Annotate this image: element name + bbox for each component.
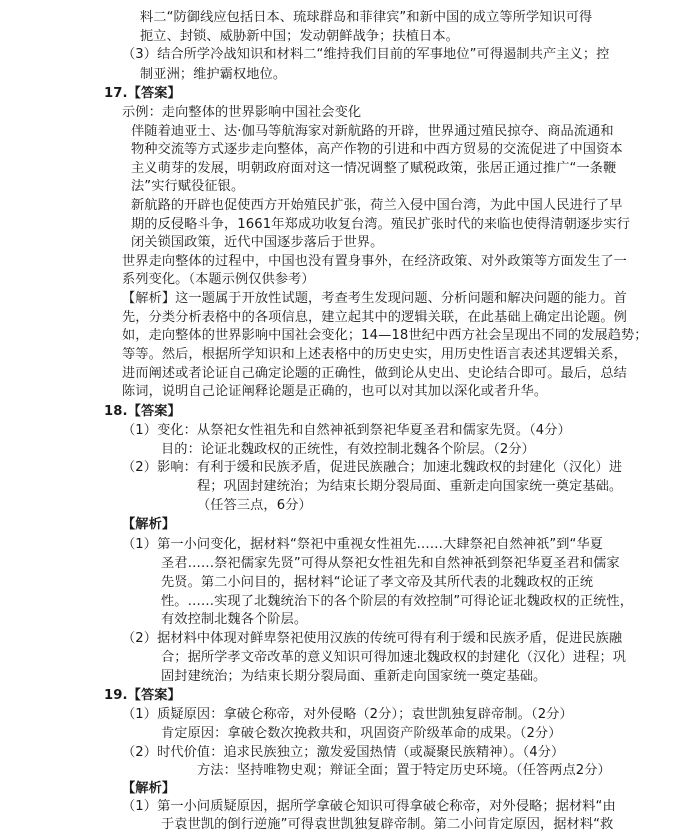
text-line: （3）结合所学冷战知识和材料二“维持我们目前的军事地位”可得遏制共产主义；控 xyxy=(122,47,610,62)
text-line: 性。……实现了北魏统治下的各个阶层的有效控制”可得论证北魏政权的正统性， xyxy=(161,594,633,609)
text-line: （任答三点，6分） xyxy=(197,498,312,513)
text-line: 物种交流等方式逐步走向整体，高产作物的引进和中西方贸易的交流促进了中国资本 xyxy=(131,142,623,157)
text-line: 期的反侵略斗争，1661年郑成功收复台湾。殖民扩张时代的来临也使得清朝逐步实行 xyxy=(131,217,631,232)
analysis-heading: 【解析】 xyxy=(122,517,176,532)
text-line: 伴随着迪亚士、达·伽马等航海家对新航路的开辟，世界通过殖民掠夺、商品流通和 xyxy=(131,124,614,139)
question-17-heading: 17.【答案】 xyxy=(104,86,181,101)
text-line: 肯定原因：拿破仑数次挽救共和，巩固资产阶级革命的成果。（2分） xyxy=(161,726,562,741)
text-line: （2）影响：有利于缓和民族矛盾，促进民族融合；加速北魏政权的封建化（汉化）进 xyxy=(122,460,623,475)
text-line: 方法：坚持唯物史观；辩证全面；置于特定历史环境。（任答两点2分） xyxy=(197,763,611,778)
analysis-heading: 【解析】 xyxy=(122,781,176,796)
text-line: 法”实行赋役征银。 xyxy=(131,179,245,194)
text-line: 有效控制北魏各个阶层。 xyxy=(161,612,308,627)
text-line: 料二“防御线应包括日本、琉球群岛和菲律宾”和新中国的成立等所学知识可得 xyxy=(140,10,593,25)
text-line: 合；据所学孝文帝改革的意义知识可得加速北魏政权的封建化（汉化）进程；巩 xyxy=(161,650,627,665)
text-line: 【解析】这一题属于开放性试题，考查考生发现问题、分析问题和解决问题的能力。首 xyxy=(122,291,627,306)
text-line: （2）据材料中体现对鲜卑祭祀使用汉族的传统可得有利于缓和民族矛盾，促进民族融 xyxy=(122,631,623,646)
text-line: 固封建统治；为结束长期分裂局面、重新走向国家统一奠定基础。 xyxy=(161,669,547,684)
text-line: 世界走向整体的过程中，中国也没有置身事外，在经济政策、对外政策等方面发生了一 xyxy=(122,254,627,269)
text-line: 目的：论证北魏政权的正统性，有效控制北魏各个阶层。（2分） xyxy=(161,442,535,457)
text-line: 闭关锁国政策，近代中国逐步落后于世界。 xyxy=(131,235,384,250)
text-line: 于袁世凯的倒行逆施”可得袁世凯独复辟帝制。第二小问肯定原因，据材料“救 xyxy=(161,817,614,832)
text-line: （1）第一小问变化，据材料“祭祀中重视女性祖先……大肆祭祀自然神祇”到“华夏 xyxy=(122,537,604,552)
text-line: 主义萌芽的发展，明朝政府面对这一情况调整了赋税政策，张居正通过推广“一条鞭 xyxy=(131,161,617,176)
text-line: 示例：走向整体的世界影响中国社会变化 xyxy=(122,105,362,120)
text-line: 制亚洲；维护霸权地位。 xyxy=(140,67,287,82)
text-line: 扼立、封锁、威胁新中国；发动朝鲜战争；扶植日本。 xyxy=(140,29,459,44)
text-line: （2）时代价值：追求民族独立；激发爱国热情（或凝聚民族精神）。（4分） xyxy=(122,745,565,760)
text-line: （1）变化：从祭祀女性祖先和自然神祇到祭祀华夏圣君和儒家先贤。（4分） xyxy=(122,423,571,438)
question-18-heading: 18.【答案】 xyxy=(104,404,181,419)
text-line: 先贤。第二小问目的，据材料“论证了孝文帝及其所代表的北魏政权的正统 xyxy=(161,575,594,590)
text-line: 系列变化。（本题示例仅供参考） xyxy=(122,272,315,287)
question-19-heading: 19.【答案】 xyxy=(104,688,181,703)
text-line: （1）第一小问质疑原因，据所学拿破仑知识可得拿破仑称帝，对外侵略；据材料“由 xyxy=(122,799,616,814)
text-line: 圣君……祭祀儒家先贤”可得从祭祀女性祖先和自然神祇到祭祀华夏圣君和儒家 xyxy=(161,556,620,571)
text-line: 先，分类分析表格中的各项信息，建立起其中的逻辑关联，在此基础上确定出论题。例 xyxy=(122,310,627,325)
text-line: 如，走向整体的世界影响中国社会变化；14—18世纪中西方社会呈现出不同的发展趋势； xyxy=(122,328,648,343)
text-line: 陈词，说明自己论证阐释论题是正确的，也可以对其加以深化或者升华。 xyxy=(122,384,548,399)
text-line: 等等。然后，根据所学知识和上述表格中的历史史实，用历史性语言表述其逻辑关系， xyxy=(122,347,627,362)
text-line: 新航路的开辟也促使西方开始殖民扩张，荷兰入侵中国台湾，为此中国人民进行了早 xyxy=(131,198,623,213)
text-line: 进而阐述或者论证自己确定论题的正确性，做到论从史出、史论结合即可。最后，总结 xyxy=(122,366,627,381)
text-line: （1）质疑原因：拿破仑称帝，对外侵略（2分）；袁世凯独复辟帝制。（2分） xyxy=(122,707,573,722)
text-line: 程；巩固封建统治；为结束长期分裂局面、重新走向国家统一奠定基础。 xyxy=(197,479,623,494)
